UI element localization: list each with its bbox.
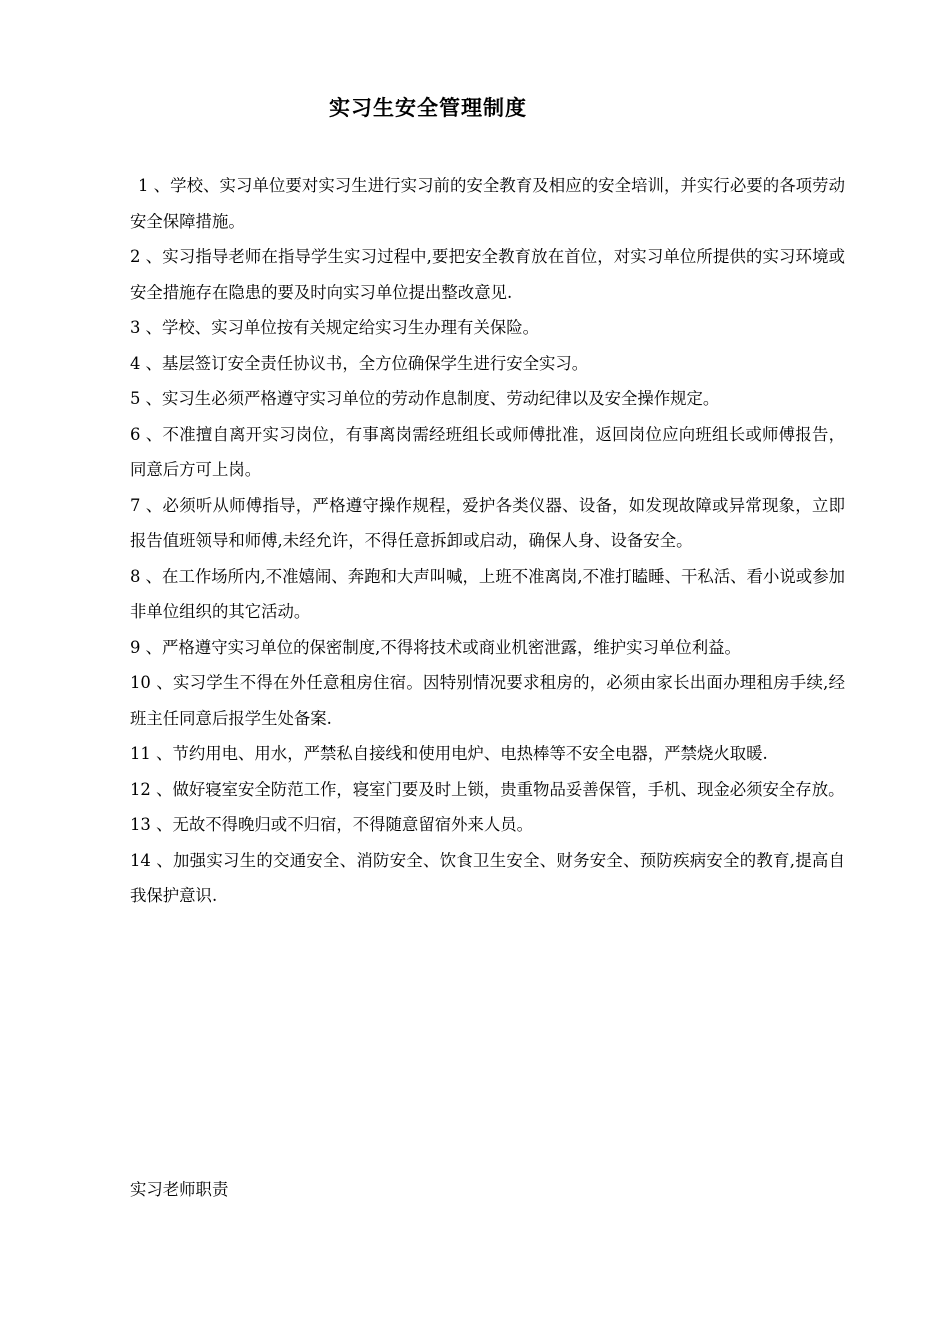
rule-item-14: 14 、加强实习生的交通安全、消防安全、饮食卫生安全、财务安全、预防疾病安全的教育,提高自我保护意识.: [130, 850, 845, 905]
next-section-heading: 实习老师职责: [130, 1180, 229, 1199]
rule-item-1: 1 、学校、实习单位要对实习生进行实习前的安全教育及相应的安全培训，并实行必要的各项劳动安全保障措施。: [130, 176, 845, 231]
rule-item-9: 9 、严格遵守实习单位的保密制度,不得将技术或商业机密泄露，维护实习单位利益。: [130, 637, 741, 657]
rule-item-8: 8 、在工作场所内,不准嬉闹、奔跑和大声叫喊，上班不准离岗,不准打瞌睡、干私活、看小说或参加非单位组织的其它活动。: [130, 566, 845, 621]
rule-item-7: 7 、必须听从师傅指导，严格遵守操作规程，爱护各类仪器、设备，如发现故障或异常现象，立即报告值班领导和师傅,未经允许，不得任意拆卸或启动，确保人身、设备安全。: [130, 495, 845, 550]
rule-item-6: 6 、不准擅自离开实习岗位，有事离岗需经班组长或师傅批准，返回岗位应向班组长或师傅报告，同意后方可上岗。: [130, 424, 845, 479]
rule-item-2: 2 、实习指导老师在指导学生实习过程中,要把安全教育放在首位，对实习单位所提供的实习环境或安全措施存在隐患的要及时向实习单位提出整改意见.: [130, 247, 845, 302]
rule-item-12: 12 、做好寝室安全防范工作，寝室门要及时上锁，贵重物品妥善保管，手机、现金必须安全存放。: [130, 779, 845, 799]
rule-item-11: 11 、节约用电、用水，严禁私自接线和使用电炉、电热棒等不安全电器，严禁烧火取暖.: [130, 744, 768, 763]
rule-item-4: 4 、基层签订安全责任协议书，全方位确保学生进行安全实习。: [130, 353, 589, 373]
rules-list: [130, 168, 845, 914]
rule-item-13: 13 、无故不得晚归或不归宿，不得随意留宿外来人员。: [130, 815, 534, 834]
document-title: 实习生安全管理制度: [329, 95, 527, 120]
rule-item-10: 10 、实习学生不得在外任意租房住宿。因特别情况要求租房的，必须由家长出面办理租房手续,经班主任同意后报学生处备案.: [130, 673, 845, 728]
rule-item-5: 5 、实习生必须严格遵守实习单位的劳动作息制度、劳动纪律以及安全操作规定。: [130, 389, 720, 408]
rule-item-3: 3 、学校、实习单位按有关规定给实习生办理有关保险。: [130, 318, 540, 337]
